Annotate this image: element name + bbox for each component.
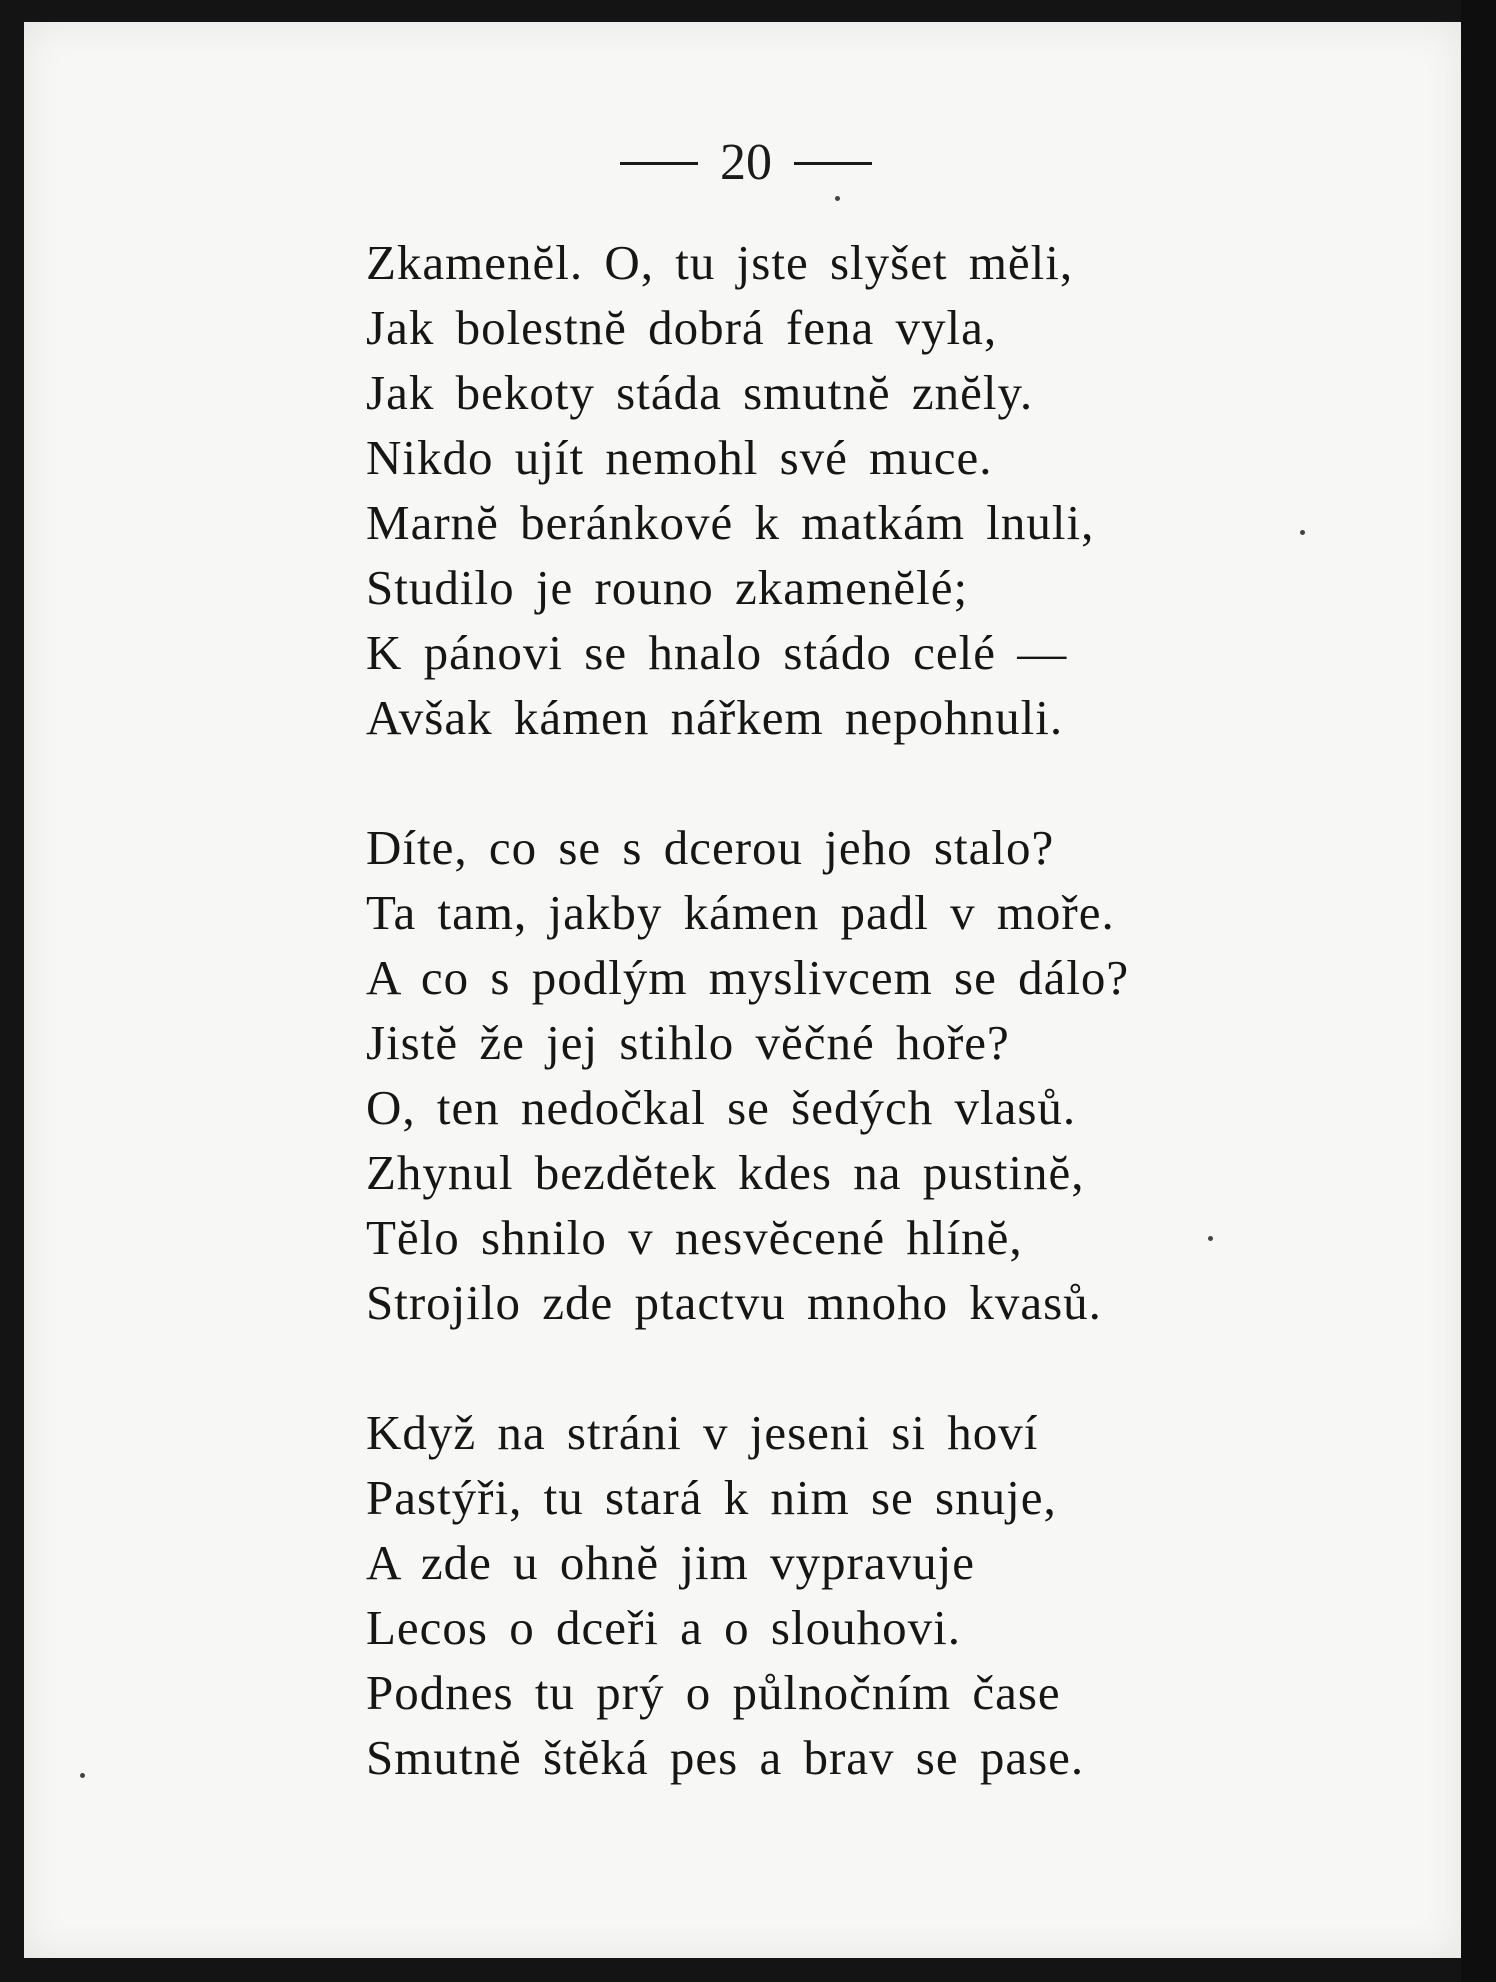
page-edge-shadow <box>1461 0 1496 1982</box>
stanza-2 <box>366 815 1326 1335</box>
poem-line: Jistĕ že jej stihlo vĕčné hoře? <box>366 1015 1010 1070</box>
poem-line: Studilo je rouno zkamenĕlé; <box>366 560 969 615</box>
poem-line: Jak bolestnĕ dobrá fena vyla, <box>366 300 998 355</box>
poem-line: Ta tam, jakby kámen padl v moře. <box>366 885 1115 940</box>
poem-text <box>366 230 1326 1790</box>
poem-line: Tĕlo shnilo v nesvĕcené hlínĕ, <box>366 1210 1023 1265</box>
poem-line: Strojilo zde ptactvu mnoho kvasů. <box>366 1275 1102 1330</box>
poem-line: O, ten nedočkal se šedých vlasů. <box>366 1080 1077 1135</box>
poem-line: Podnes tu prý o půlnočním čase <box>366 1665 1061 1720</box>
poem-line: Pastýři, tu stará k nim se snuje, <box>366 1470 1057 1525</box>
stanza-3 <box>366 1400 1326 1790</box>
poem-line: Jak bekoty stáda smutnĕ znĕly. <box>366 365 1034 420</box>
stanza-1 <box>366 230 1326 750</box>
poem-line: Smutnĕ štĕká pes a brav se pase. <box>366 1730 1085 1785</box>
poem-line: Avšak kámen nářkem nepohnuli. <box>366 690 1064 745</box>
poem-line: Když na stráni v jeseni si hoví <box>366 1405 1039 1460</box>
poem-line: Nikdo ujít nemohl své muce. <box>366 430 993 485</box>
poem-line: A co s podlým myslivcem se dálo? <box>366 950 1130 1005</box>
poem-line: Zkamenĕl. O, tu jste slyšet mĕli, <box>366 235 1074 290</box>
scan-speck <box>835 196 840 201</box>
scan-speck <box>1208 1236 1213 1241</box>
poem-line: A zde u ohnĕ jim vypravuje <box>366 1535 975 1590</box>
poem-line: K pánovi se hnalo stádo celé — <box>366 625 1068 680</box>
poem-line: Lecos o dceři a o slouhovi. <box>366 1600 961 1655</box>
page-number: 20 <box>720 134 772 191</box>
header-dash-left <box>620 162 698 165</box>
header-dash-right <box>794 162 872 165</box>
scan-speck <box>80 1773 85 1778</box>
poem-line: Marnĕ beránkové k matkám lnuli, <box>366 495 1095 550</box>
page-header <box>620 128 1020 198</box>
poem-line: Díte, co se s dcerou jeho stalo? <box>366 820 1055 875</box>
scan-speck <box>1300 530 1305 535</box>
poem-line: Zhynul bezdĕtek kdes na pustinĕ, <box>366 1145 1085 1200</box>
